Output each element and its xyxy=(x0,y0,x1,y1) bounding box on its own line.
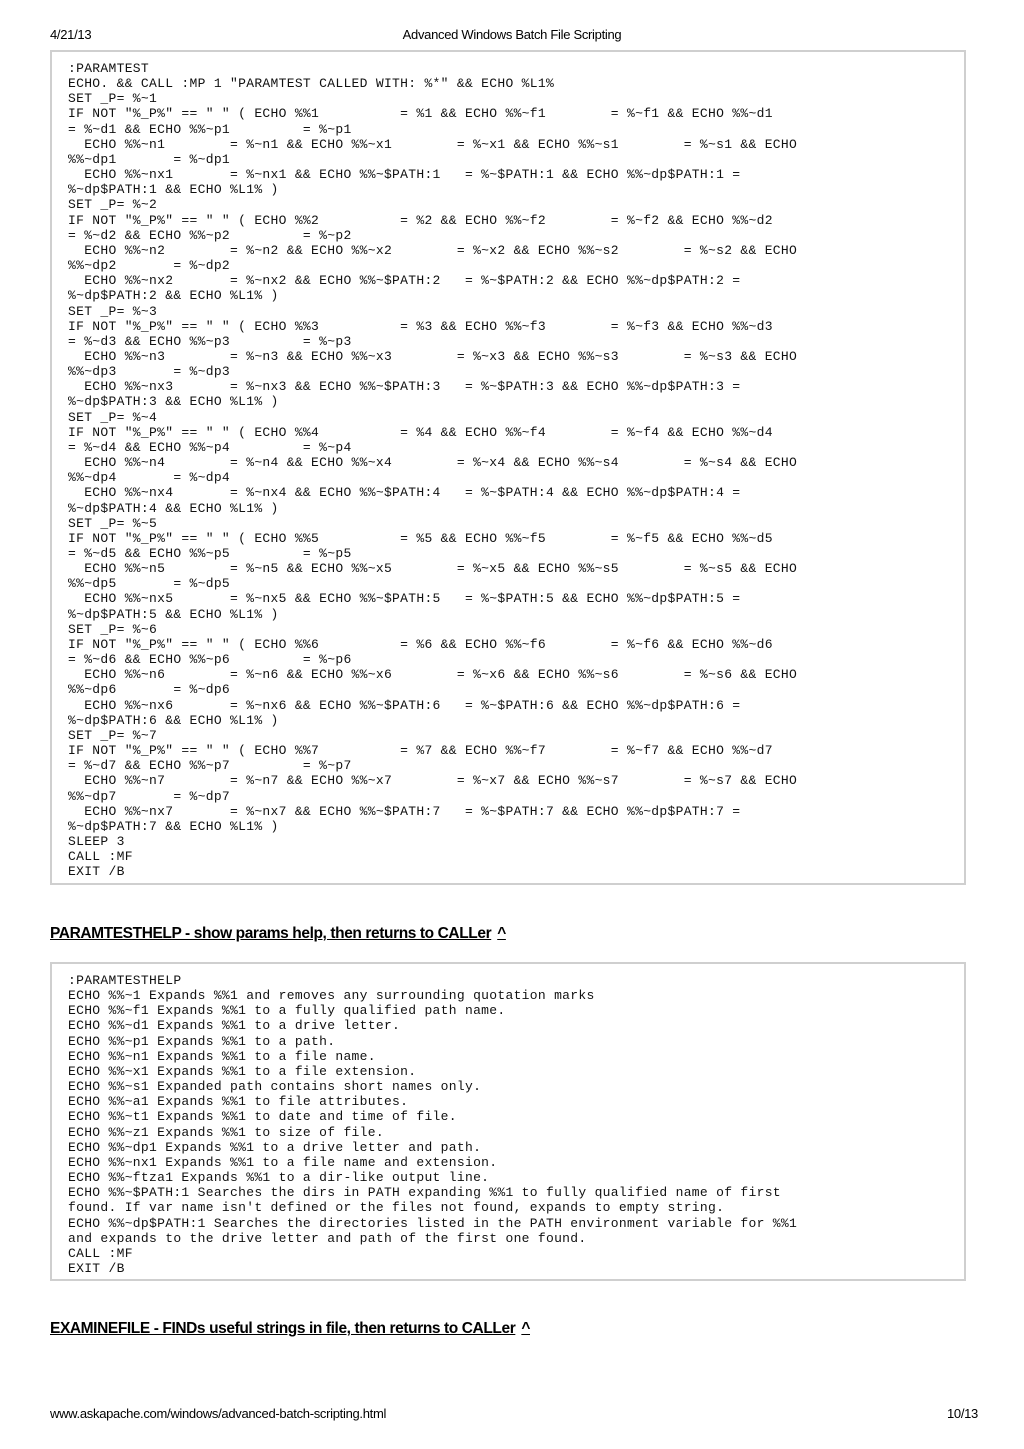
code-line: ECHO %%~n5 = %~n5 && ECHO %%~x5 = %~x5 && ECHO %%~s5 = %~s5 && ECHO xyxy=(68,561,798,577)
code-line: IF NOT "%_P%" == " " ( ECHO %%7 = %7 && ECHO %%~f7 = %~f7 && ECHO %%~d7 xyxy=(68,743,773,759)
code-line: :PARAMTESTHELP xyxy=(68,973,182,988)
code-line: found. If var name isn't defined or the files not found, expands to empty string. xyxy=(68,1200,725,1216)
code-line: ECHO %%~f1 Expands %%1 to a fully qualified path name. xyxy=(68,1003,506,1019)
code-line: %~dp$PATH:5 && ECHO %L1% ) xyxy=(68,606,279,622)
section-title: PARAMTESTHELP - show params help, then returns to CALLer xyxy=(50,925,492,942)
code-line: %%~dp5 = %~dp5 xyxy=(68,576,231,592)
code-line: SET _P= %~7 xyxy=(68,727,158,743)
code-line: ECHO %%~n6 = %~n6 && ECHO %%~x6 = %~x6 && ECHO %%~s6 = %~s6 && ECHO xyxy=(68,667,798,683)
back-to-top-link[interactable]: ^ xyxy=(497,925,506,942)
code-line: = %~d7 && ECHO %%~p7 = %~p7 xyxy=(68,758,352,774)
code-line: %%~dp3 = %~dp3 xyxy=(68,364,231,380)
code-line: IF NOT "%_P%" == " " ( ECHO %%6 = %6 && ECHO %%~f6 = %~f6 && ECHO %%~d6 xyxy=(68,636,773,652)
code-line: %%~dp6 = %~dp6 xyxy=(68,682,231,698)
code-line: = %~d5 && ECHO %%~p5 = %~p5 xyxy=(68,546,352,561)
code-line: SET _P= %~1 xyxy=(68,91,158,107)
code-line: ECHO %%~ftza1 Expands %%1 to a dir-like output line. xyxy=(68,1170,490,1186)
code-line: %%~dp2 = %~dp2 xyxy=(68,258,231,274)
code-line: EXIT /B xyxy=(68,864,125,880)
code-line: CALL :MF xyxy=(68,1245,133,1261)
code-line: ECHO %%~n1 = %~n1 && ECHO %%~x1 = %~x1 && ECHO %%~s1 = %~s1 && ECHO xyxy=(68,136,798,152)
code-line: = %~d2 && ECHO %%~p2 = %~p2 xyxy=(68,227,352,243)
header-date: 4/21/13 xyxy=(50,27,92,42)
code-line: IF NOT "%_P%" == " " ( ECHO %%1 = %1 && ECHO %%~f1 = %~f1 && ECHO %%~d1 xyxy=(68,106,773,122)
code-line: ECHO %%~s1 Expanded path contains short names only. xyxy=(68,1079,482,1095)
code-line: ECHO %%~$PATH:1 Searches the dirs in PATH expanding %%1 to fully qualified name of first xyxy=(68,1185,781,1201)
code-line: and expands to the drive letter and path of the first one found. xyxy=(68,1230,587,1246)
code-line: %%~dp1 = %~dp1 xyxy=(68,151,231,167)
code-line: IF NOT "%_P%" == " " ( ECHO %%3 = %3 && ECHO %%~f3 = %~f3 && ECHO %%~d3 xyxy=(68,318,773,334)
code-line: SET _P= %~4 xyxy=(68,409,158,425)
code-line: ECHO %%~n1 Expands %%1 to a file name. xyxy=(68,1048,376,1064)
code-line: IF NOT "%_P%" == " " ( ECHO %%5 = %5 && ECHO %%~f5 = %~f5 && ECHO %%~d5 xyxy=(68,530,773,546)
code-block-paramtesthelp xyxy=(50,962,966,1281)
code-line: ECHO. && CALL :MP 1 "PARAMTEST CALLED WITH: %*" && ECHO %L1% xyxy=(68,76,555,92)
code-line: ECHO %%~n2 = %~n2 && ECHO %%~x2 = %~x2 && ECHO %%~s2 = %~s2 && ECHO xyxy=(68,242,798,258)
code-line: SET _P= %~2 xyxy=(68,197,158,213)
code-line: ECHO %%~dp$PATH:1 Searches the directories listed in the PATH environment variable for %%1 xyxy=(68,1215,798,1231)
code-line: %%~dp4 = %~dp4 xyxy=(68,470,231,486)
section-heading-examinefile[interactable] xyxy=(50,1320,530,1338)
code-line: ECHO %%~nx5 = %~nx5 && ECHO %%~$PATH:5 = %~$PATH:5 && ECHO %%~dp$PATH:5 = xyxy=(68,591,741,607)
code-line: ECHO %%~1 Expands %%1 and removes any surrounding quotation marks xyxy=(68,988,595,1004)
code-line: ECHO %%~nx3 = %~nx3 && ECHO %%~$PATH:3 = %~$PATH:3 && ECHO %%~dp$PATH:3 = xyxy=(68,379,741,395)
header-title: Advanced Windows Batch File Scripting xyxy=(402,27,622,42)
code-line: %~dp$PATH:4 && ECHO %L1% ) xyxy=(68,500,279,516)
code-line: ECHO %%~n3 = %~n3 && ECHO %%~x3 = %~x3 && ECHO %%~s3 = %~s3 && ECHO xyxy=(68,348,798,364)
code-line: = %~d1 && ECHO %%~p1 = %~p1 xyxy=(68,121,352,137)
code-line: EXIT /B xyxy=(68,1260,125,1276)
code-line: CALL :MF xyxy=(68,849,133,865)
code-block-paramtest xyxy=(50,50,966,885)
code-line: IF NOT "%_P%" == " " ( ECHO %%2 = %2 && ECHO %%~f2 = %~f2 && ECHO %%~d2 xyxy=(68,212,773,228)
code-line: ECHO %%~nx6 = %~nx6 && ECHO %%~$PATH:6 = %~$PATH:6 && ECHO %%~dp$PATH:6 = xyxy=(68,697,741,713)
code-line: ECHO %%~p1 Expands %%1 to a path. xyxy=(68,1033,336,1049)
code-line: SET _P= %~6 xyxy=(68,621,158,637)
code-line: ECHO %%~a1 Expands %%1 to file attributes. xyxy=(68,1094,409,1110)
code-line: SLEEP 3 xyxy=(68,833,125,849)
code-line: SET _P= %~5 xyxy=(68,515,158,531)
code-line: ECHO %%~dp1 Expands %%1 to a drive letter and path. xyxy=(68,1139,482,1155)
code-line: = %~d4 && ECHO %%~p4 = %~p4 xyxy=(68,439,352,455)
section-title: EXAMINEFILE - FINDs useful strings in file, then returns to CALLer xyxy=(50,1320,516,1337)
code-line: IF NOT "%_P%" == " " ( ECHO %%4 = %4 && ECHO %%~f4 = %~f4 && ECHO %%~d4 xyxy=(68,424,773,440)
code-line: ECHO %%~nx1 Expands %%1 to a file name and extension. xyxy=(68,1154,498,1170)
code-line: ECHO %%~nx7 = %~nx7 && ECHO %%~$PATH:7 = %~$PATH:7 && ECHO %%~dp$PATH:7 = xyxy=(68,803,741,819)
code-line: ECHO %%~nx1 = %~nx1 && ECHO %%~$PATH:1 = %~$PATH:1 && ECHO %%~dp$PATH:1 = xyxy=(68,167,741,183)
code-line: = %~d3 && ECHO %%~p3 = %~p3 xyxy=(68,333,352,349)
code-line: ECHO %%~z1 Expands %%1 to size of file. xyxy=(68,1124,384,1140)
footer-page-number: 10/13 xyxy=(946,1406,978,1421)
code-line: ECHO %%~nx2 = %~nx2 && ECHO %%~$PATH:2 = %~$PATH:2 && ECHO %%~dp$PATH:2 = xyxy=(68,273,741,289)
code-line: %~dp$PATH:3 && ECHO %L1% ) xyxy=(68,394,279,410)
code-line: :PARAMTEST xyxy=(68,61,150,76)
footer-url: www.askapache.com/windows/advanced-batch-scripting.html xyxy=(50,1406,387,1421)
code-line: %~dp$PATH:7 && ECHO %L1% ) xyxy=(68,818,279,834)
code-line: ECHO %%~n7 = %~n7 && ECHO %%~x7 = %~x7 && ECHO %%~s7 = %~s7 && ECHO xyxy=(68,773,798,789)
code-line: ECHO %%~x1 Expands %%1 to a file extension. xyxy=(68,1063,417,1079)
code-line: SET _P= %~3 xyxy=(68,303,158,319)
code-line: = %~d6 && ECHO %%~p6 = %~p6 xyxy=(68,652,352,668)
code-line: ECHO %%~n4 = %~n4 && ECHO %%~x4 = %~x4 && ECHO %%~s4 = %~s4 && ECHO xyxy=(68,455,798,471)
code-line: %%~dp7 = %~dp7 xyxy=(68,788,231,804)
back-to-top-link[interactable]: ^ xyxy=(521,1320,530,1337)
code-line: ECHO %%~d1 Expands %%1 to a drive letter. xyxy=(68,1018,401,1034)
code-line: ECHO %%~t1 Expands %%1 to date and time of file. xyxy=(68,1109,457,1125)
code-line: %~dp$PATH:6 && ECHO %L1% ) xyxy=(68,712,279,728)
code-line: %~dp$PATH:2 && ECHO %L1% ) xyxy=(68,288,279,304)
code-line: ECHO %%~nx4 = %~nx4 && ECHO %%~$PATH:4 = %~$PATH:4 && ECHO %%~dp$PATH:4 = xyxy=(68,485,741,501)
code-line: %~dp$PATH:1 && ECHO %L1% ) xyxy=(68,182,279,198)
section-heading-paramtesthelp[interactable] xyxy=(50,925,506,943)
